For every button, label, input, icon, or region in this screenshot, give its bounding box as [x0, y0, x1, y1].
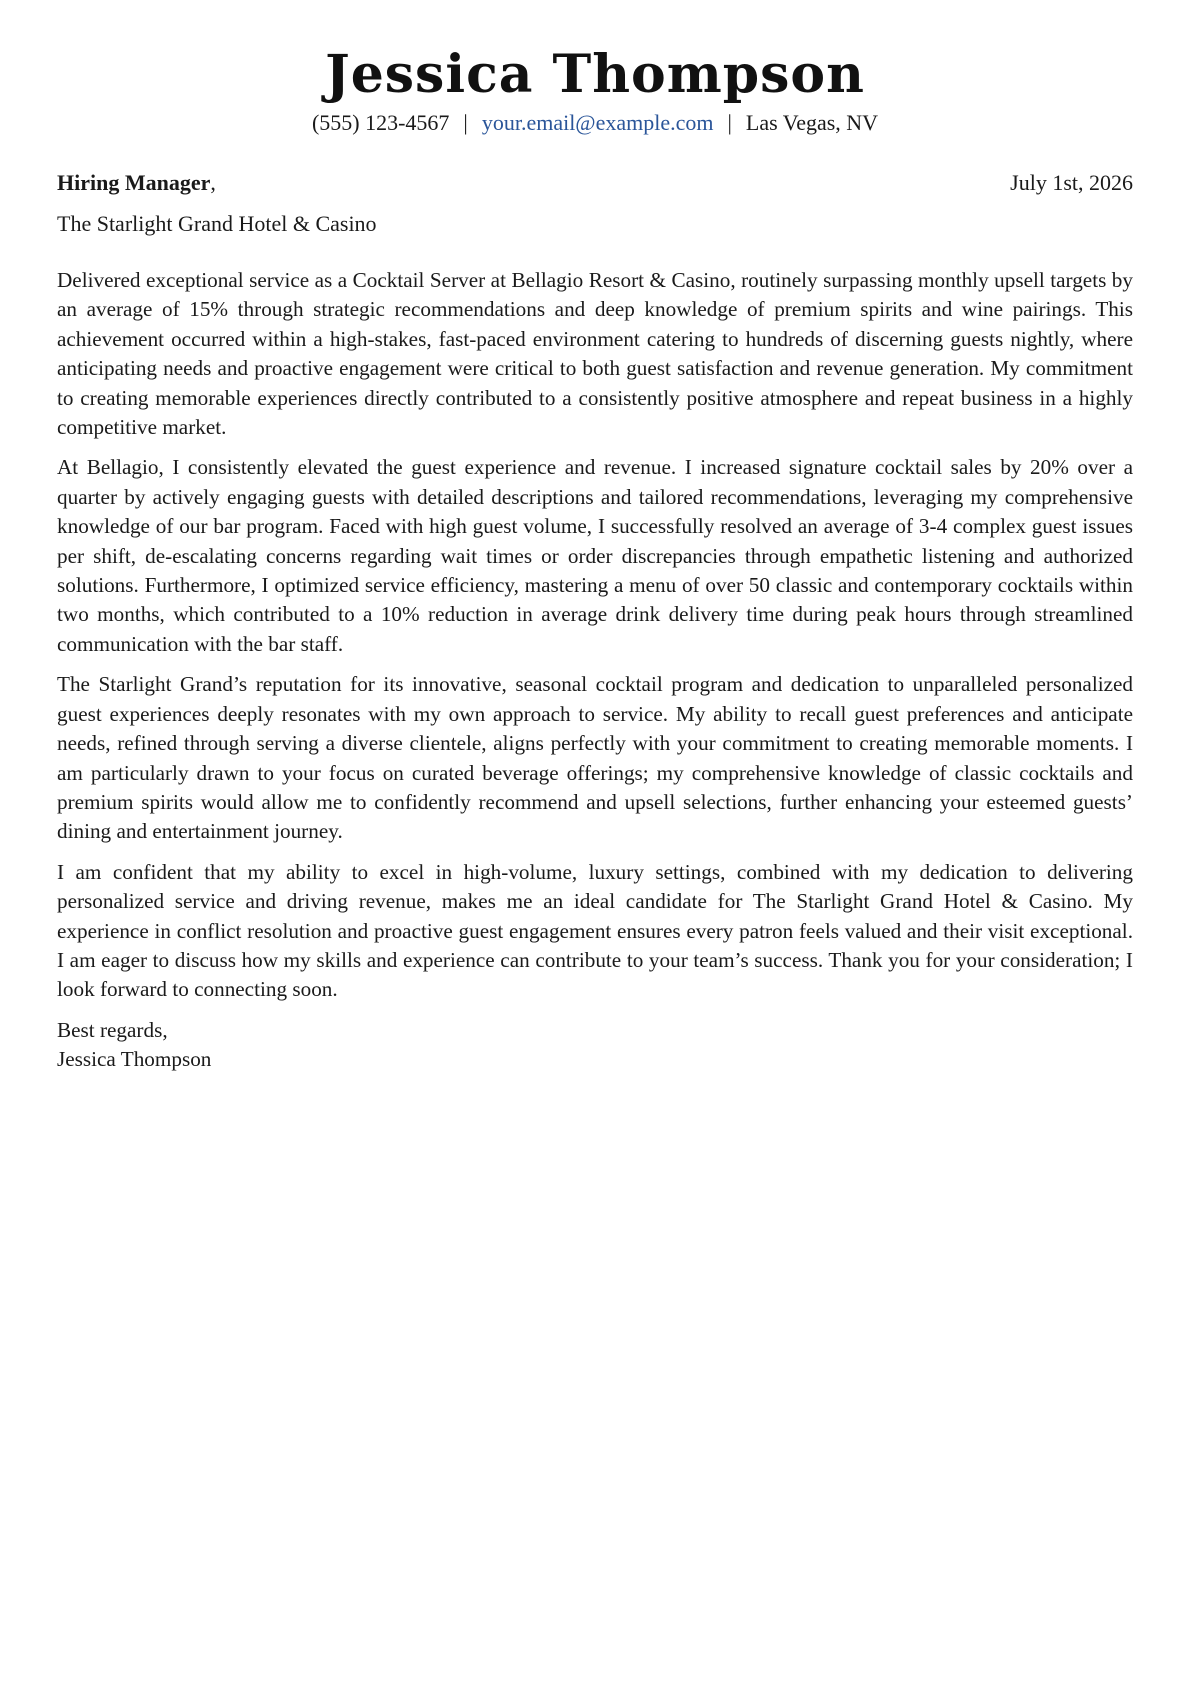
- recipient-salutation: [57, 168, 216, 198]
- letter-closing: [57, 1016, 1133, 1075]
- recipient-name: Hiring Manager: [57, 170, 211, 195]
- phone-number: (555) 123-4567: [311, 110, 450, 135]
- recipient-company: The Starlight Grand Hotel & Casino: [57, 211, 377, 236]
- body-paragraph: I am confident that my ability to excel in high-volume, luxury settings, combined with my dedication to delivering personalized service and driving revenue, makes me an ideal candidate for The Starlight Grand Hotel & Casino. My experience in conflict resolution and proactive guest engagement ensures every patron feels valued and their visit exceptional. I am eager to discuss how my skills and experience can contribute to your team’s success. Thank you for your consideration; I look forward to connecting soon.: [57, 859, 1133, 1002]
- applicant-name: Jessica Thompson: [325, 44, 865, 105]
- letter-body: [57, 266, 1133, 1005]
- location: Las Vegas, NV: [745, 110, 879, 135]
- letter-date: July 1st, 2026: [1010, 170, 1133, 195]
- recipient-comma: ,: [210, 170, 216, 195]
- closing-salutation: Best regards,: [57, 1017, 168, 1042]
- contact-line: [57, 108, 1133, 138]
- recipient-date-row: [57, 168, 1133, 198]
- body-paragraph: At Bellagio, I consistently elevated the guest experience and revenue. I increased signature cocktail sales by 20% over a quarter by actively engaging guests with detailed descriptions and tailored recommendations, leveraging my comprehensive knowledge of our bar program. Faced with high guest volume, I successfully resolved an average of 3-4 complex guest issues per shift, de-escalating concerns regarding wait times or order discrepancies through empathetic listening and authorized solutions. Furthermore, I optimized service efficiency, mastering a menu of over 50 classic and contemporary cocktails within two months, which contributed to a 10% reduction in average drink delivery time during peak hours through streamlined communication with the bar staff.: [57, 455, 1133, 656]
- signature-name: Jessica Thompson: [57, 1047, 212, 1072]
- body-paragraph: The Starlight Grand’s reputation for its innovative, seasonal cocktail program and dedication to unparalleled personalized guest experiences deeply resonates with my own approach to service. My ability to recall guest preferences and anticipate needs, refined through serving a diverse clientele, aligns perfectly with your commitment to creating memorable moments. I am particularly drawn to your focus on curated beverage offerings; my comprehensive knowledge of classic cocktails and premium spirits would allow me to confidently recommend and upsell selections, further enhancing your esteemed guests’ dining and entertainment journey.: [57, 672, 1133, 844]
- email-link[interactable]: your.email@example.com: [481, 110, 714, 135]
- contact-separator: |: [463, 110, 468, 135]
- body-paragraph: Delivered exceptional service as a Cocktail Server at Bellagio Resort & Casino, routinely surpassing monthly upsell targets by an average of 15% through strategic recommendations and deep knowledge of premium spirits and wine pairings. This achievement occurred within a high-stakes, fast-paced environment catering to hundreds of discerning guests nightly, where anticipating needs and proactive engagement were critical to both guest satisfaction and revenue generation. My commitment to creating memorable experiences directly contributed to a consistently positive atmosphere and repeat business in a highly competitive market.: [57, 268, 1133, 440]
- contact-separator: |: [727, 110, 732, 135]
